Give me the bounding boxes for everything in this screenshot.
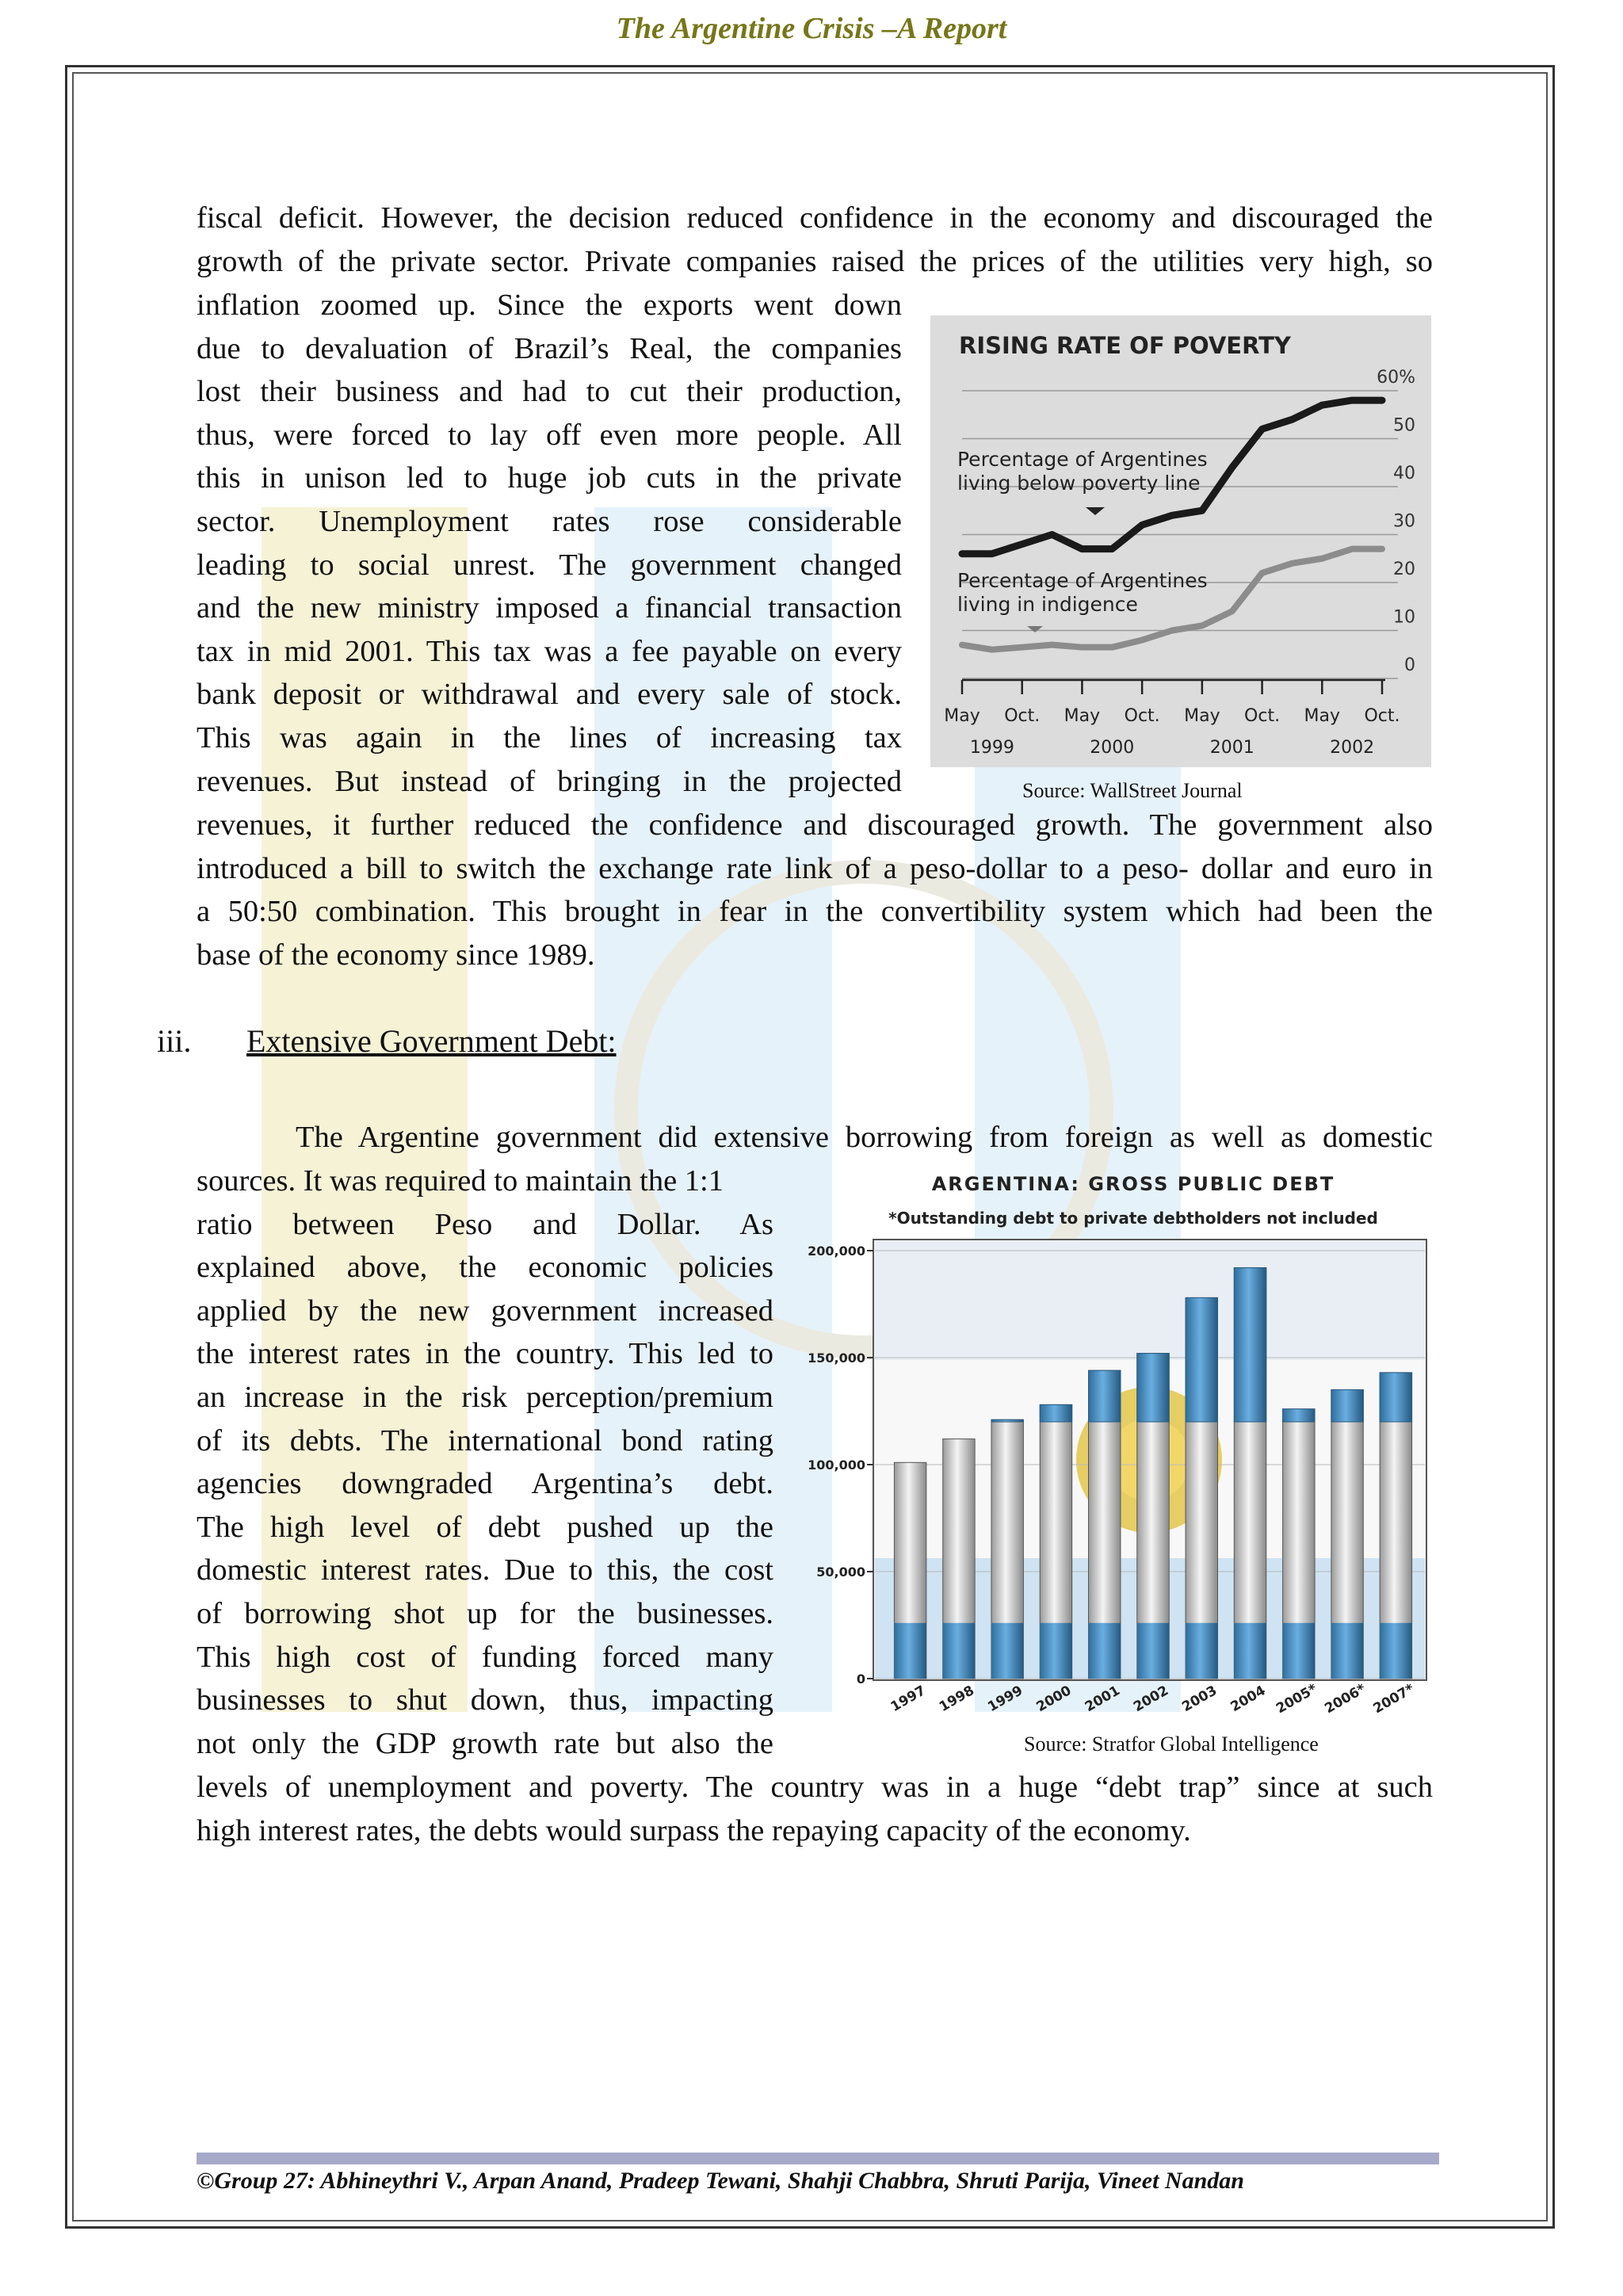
poverty-chart-caption: Source: WallStreet Journal: [1022, 779, 1243, 802]
poverty-chart: [930, 315, 1431, 767]
debt-bar: [1283, 1409, 1315, 1679]
poverty-y-tick-label: 60%: [1377, 368, 1415, 388]
paragraph-2-wrapped: [197, 1159, 773, 1765]
paragraph-line: leading to social unrest. The government changed: [197, 548, 902, 582]
debt-bar-top-band: [1234, 1268, 1266, 1422]
debt-bar-base-band: [991, 1623, 1023, 1679]
paragraph-line: The Argentine government did extensive borrowing from foreign as well as domestic: [296, 1121, 1433, 1154]
paragraph-line: tax in mid 2001. This tax was a fee payable on every: [197, 634, 902, 668]
paragraph-line: lost their business and had to cut their production,: [197, 375, 902, 409]
paragraph-line: growth of the private sector. Private companies raised the prices of the utilities very high, so: [197, 244, 1433, 278]
paragraph-1-tail: [197, 804, 1433, 976]
debt-bar-base-band: [1089, 1623, 1121, 1679]
debt-bar-top-band: [1283, 1409, 1315, 1422]
paragraph-line: sector. Unemployment rates rose considerable: [197, 504, 902, 538]
debt-chart-caption: Source: Stratfor Global Intelligence: [1024, 1733, 1319, 1755]
poverty-x-tick-label: Oct.: [1124, 706, 1160, 726]
paragraph-line: base of the economy since 1989.: [197, 938, 595, 972]
poverty-chart-background: [930, 315, 1431, 767]
paragraph-2-tail: [197, 1766, 1433, 1852]
paragraph-line: businesses to shut down, thus, impacting: [197, 1683, 773, 1717]
paragraph-line: agencies downgraded Argentina’s debt.: [197, 1467, 773, 1501]
footer-rule: [197, 2153, 1439, 2164]
poverty-x-tick-label: Oct.: [1364, 706, 1400, 726]
paragraph-line: of its debts. The international bond rating: [197, 1423, 773, 1457]
paragraph-line: inflation zoomed up. Since the exports went down: [197, 288, 902, 322]
paragraph-line: revenues, it further reduced the confidence and discouraged growth. The government also: [197, 808, 1433, 842]
debt-bar-top-band: [1331, 1390, 1363, 1423]
debt-bar-base-band: [1040, 1623, 1071, 1679]
debt-y-tick-label: 100,000: [808, 1457, 865, 1473]
paragraph-line: and the new ministry imposed a financial transaction: [197, 591, 902, 625]
debt-bar: [894, 1462, 926, 1679]
paragraph-line: applied by the new government increased: [197, 1293, 773, 1328]
debt-bar-base-band: [1234, 1623, 1266, 1679]
paragraph-line: an increase in the risk perception/premium: [197, 1380, 773, 1414]
paragraph-line: the interest rates in the country. This led to: [197, 1337, 773, 1371]
poverty-x-year-label: 1999: [969, 738, 1014, 758]
indigence-series-label-line: Percentage of Argentines: [957, 569, 1208, 592]
paragraph-line: revenues. But instead of bringing in the projected: [197, 764, 902, 798]
paragraph-line: This high cost of funding forced many: [197, 1640, 773, 1674]
section-title: Extensive Government Debt:: [246, 1023, 617, 1059]
debt-y-tick-label: 50,000: [816, 1564, 865, 1580]
debt-bar: [1137, 1354, 1169, 1679]
poverty-y-tick-label: 0: [1404, 655, 1415, 675]
poverty-series-label-line: Percentage of Argentines: [957, 448, 1208, 471]
poverty-y-tick-label: 10: [1393, 607, 1415, 628]
debt-x-tick-label: 2005*: [1273, 1680, 1320, 1717]
debt-x-tick-label: 2001: [1082, 1683, 1123, 1716]
debt-bar: [1186, 1297, 1217, 1679]
poverty-x-tick-label: May: [1304, 706, 1341, 726]
debt-x-tick-label: 2006*: [1322, 1680, 1369, 1717]
poverty-x-tick-label: Oct.: [1244, 706, 1281, 726]
debt-x-tick-label: 2007*: [1370, 1680, 1418, 1717]
debt-chart-subtitle: *Outstanding debt to private debtholders not included: [888, 1209, 1378, 1228]
debt-bar-top-band: [1089, 1370, 1121, 1422]
debt-x-tick-label: 2003: [1179, 1683, 1220, 1716]
debt-bar-base-band: [1186, 1623, 1217, 1679]
debt-bar-top-band: [991, 1419, 1023, 1422]
poverty-y-tick-label: 30: [1393, 511, 1415, 532]
poverty-chart-title: RISING RATE OF POVERTY: [959, 332, 1291, 359]
indigence-series-label-line: living in indigence: [957, 593, 1138, 616]
paragraph-line: explained above, the economic policies: [197, 1251, 773, 1285]
running-header: The Argentine Crisis –A Report: [616, 12, 1007, 45]
poverty-y-tick-label: 50: [1393, 415, 1415, 436]
paragraph-1: [197, 197, 1433, 283]
poverty-x-tick-label: May: [1064, 706, 1101, 726]
debt-y-tick-label: 200,000: [808, 1244, 865, 1259]
paragraph-line: high interest rates, the debts would surpass the repaying capacity of the economy.: [197, 1813, 1191, 1847]
debt-bar: [943, 1439, 975, 1679]
debt-bar: [1040, 1404, 1071, 1679]
paragraph-line: ratio between Peso and Dollar. As: [197, 1207, 773, 1241]
poverty-chart-svg: [930, 315, 1431, 767]
debt-chart: [800, 1173, 1434, 1744]
debt-bar-top-band: [1186, 1297, 1217, 1422]
debt-x-tick-label: 2002: [1131, 1683, 1171, 1716]
debt-x-tick-label: 2004: [1228, 1683, 1269, 1716]
debt-bar-top-band: [1380, 1373, 1411, 1422]
poverty-x-tick-label: May: [1184, 706, 1220, 726]
paragraph-line: introduced a bill to switch the exchange rate link of a peso-dollar to a peso- dollar and euro in: [197, 851, 1433, 885]
paragraph-line: domestic interest rates. Due to this, the cost: [197, 1553, 773, 1587]
poverty-x-tick-label: May: [944, 706, 980, 726]
paragraph-1-wrapped: [197, 284, 902, 803]
debt-bar-base-band: [1283, 1623, 1315, 1679]
debt-bar-base-band: [1331, 1623, 1363, 1679]
paragraph-line: this in unison led to huge job cuts in the private: [197, 461, 902, 495]
debt-chart-svg: [800, 1173, 1434, 1744]
debt-bar: [991, 1419, 1023, 1679]
paragraph-2-first-line: [296, 1116, 1433, 1159]
paragraph-line: bank deposit or withdrawal and every sale of stock.: [197, 678, 902, 712]
debt-bar-top-band: [1137, 1354, 1169, 1422]
debt-bar: [1234, 1268, 1266, 1679]
poverty-x-year-label: 2001: [1209, 738, 1254, 758]
debt-x-tick-label: 1998: [936, 1683, 977, 1716]
section-number: iii.: [157, 1023, 192, 1059]
debt-bar-top-band: [1040, 1404, 1071, 1422]
paragraph-line: This was again in the lines of increasing tax: [197, 720, 902, 755]
paragraph-line: The high level of debt pushed up the: [197, 1510, 773, 1544]
paragraph-line: sources. It was required to maintain the 1:1: [197, 1164, 724, 1198]
debt-x-tick-label: 1999: [985, 1683, 1026, 1716]
paragraph-line: not only the GDP growth rate but also the: [197, 1726, 773, 1760]
paragraph-line: of borrowing shot up for the businesses.: [197, 1596, 773, 1630]
debt-chart-title: ARGENTINA: GROSS PUBLIC DEBT: [931, 1173, 1335, 1195]
paragraph-line: fiscal deficit. However, the decision reduced confidence in the economy and discouraged the: [197, 201, 1433, 235]
poverty-series-label-line: living below poverty line: [957, 472, 1201, 495]
poverty-y-tick-label: 40: [1393, 464, 1415, 483]
debt-bar: [1380, 1373, 1411, 1679]
paragraph-line: thus, were forced to lay off even more people. All: [197, 418, 902, 452]
poverty-x-year-label: 2002: [1330, 738, 1375, 758]
paragraph-line: due to devaluation of Brazil’s Real, the companies: [197, 331, 902, 365]
debt-bar: [1089, 1370, 1121, 1679]
paragraph-line: a 50:50 combination. This brought in fear in the convertibility system which had been the: [197, 895, 1433, 929]
debt-bar-base-band: [1137, 1623, 1169, 1679]
debt-bar-base-band: [894, 1623, 926, 1679]
debt-y-tick-label: 0: [856, 1671, 865, 1687]
footer-credits: ©Group 27: Abhineythri V., Arpan Anand, Pradeep Tewani, Shahji Chabbra, Shruti Parija, Vineet Nandan: [197, 2168, 1244, 2194]
debt-x-tick-label: 1997: [888, 1683, 929, 1716]
debt-bar-base-band: [943, 1623, 975, 1679]
debt-x-tick-label: 2000: [1033, 1683, 1075, 1716]
flag-band-top: [875, 1241, 1425, 1360]
poverty-y-tick-label: 20: [1393, 560, 1415, 579]
debt-bar-base-band: [1380, 1623, 1411, 1679]
poverty-series-label: [957, 448, 1214, 495]
paragraph-line: levels of unemployment and poverty. The country was in a huge “debt trap” since at such: [197, 1771, 1433, 1804]
debt-bar: [1331, 1390, 1363, 1679]
debt-y-tick-label: 150,000: [808, 1350, 865, 1366]
poverty-x-tick-label: Oct.: [1004, 706, 1041, 726]
poverty-x-year-label: 2000: [1090, 738, 1135, 758]
